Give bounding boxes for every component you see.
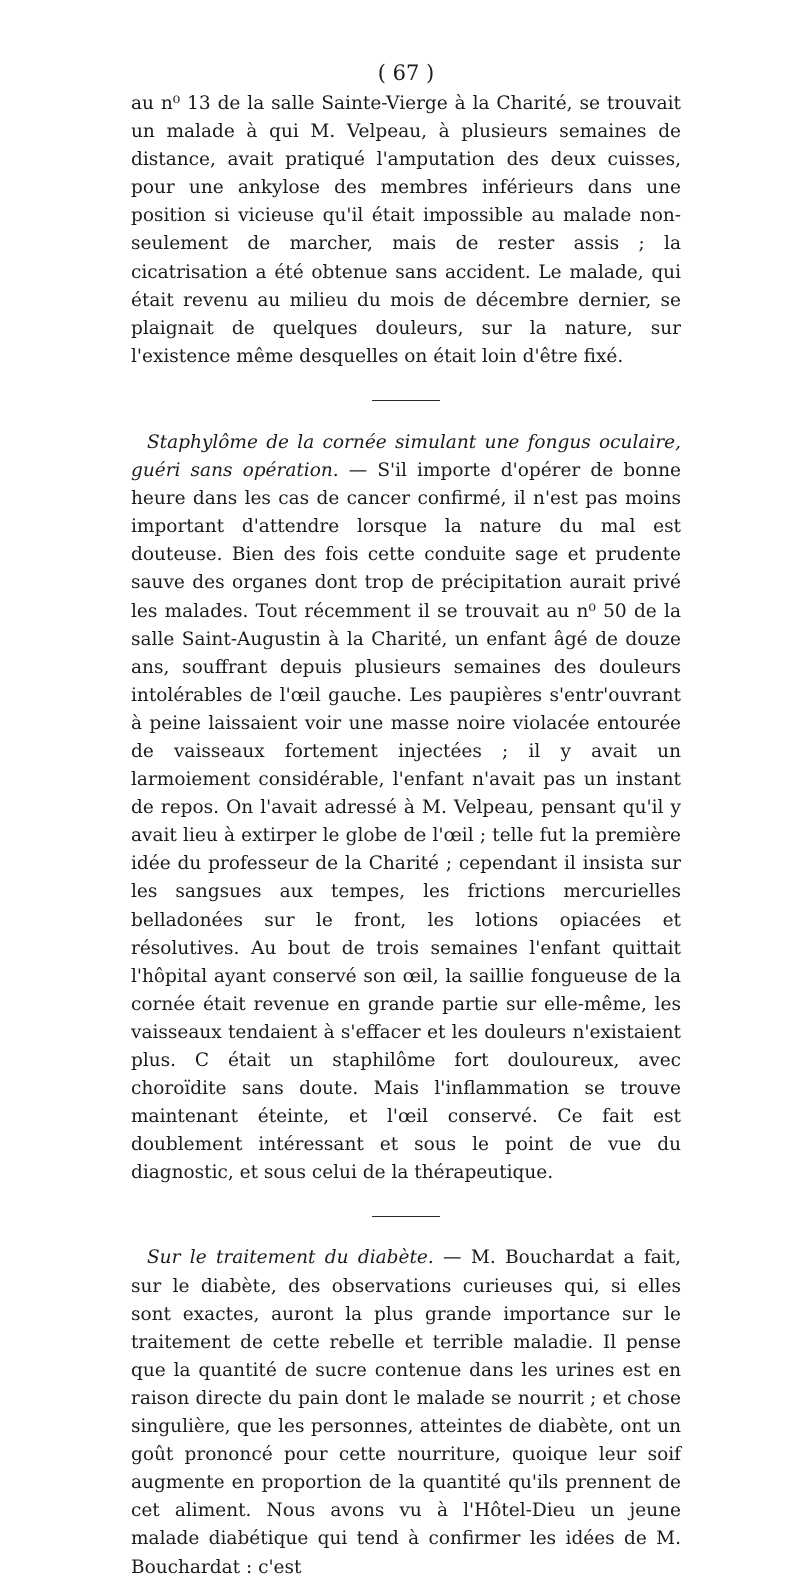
section-staphylome xyxy=(131,429,681,1188)
section-body-staphylome: — S'il importe d'opérer de bonne heure dans les cas de cancer confirmé, il n'est pas moins important d'attendre lorsque la nature du mal est douteuse. Bien des fois cette conduite sage et prudente sauve des organes dont trop de précipitation aurait privé les malades. Tout récemment il se trouvait au n⁰ 50 de la salle Saint-Augustin à la Charité, un enfant âgé de douze ans, souffrant depuis plusieurs semaines des douleurs intolérables de l'œil gauche. Les paupières s'entr'ouvrant à peine laissaient voir une masse noire violacée entourée de vaisseaux fortement injectées ; il y avait un larmoiement considérable, l'enfant n'avait pas un instant de repos. On l'avait adressé à M. Velpeau, pensant qu'il y avait lieu à extirper le globe de l'œil ; telle fut la première idée du professeur de la Charité ; cependant il insista sur les sangsues aux tempes, les frictions mercurielles belladonées sur le front, les lotions opiacées et résolutives. Au bout de trois semaines l'enfant quittait l'hôpital ayant conservé son œil, la saillie fongueuse de la cornée était revenue en grande partie sur elle-même, les vaisseaux tendaient à s'effacer et les douleurs n'existaient plus. C était un staphilôme fort douloureux, avec choroïdite sans doute. Mais l'inflammation se trouve maintenant éteinte, et l'œil conservé. Ce fait est doublement intéressant et sous le point de vue du diagnostic, et sous celui de la thérapeutique. xyxy=(131,460,681,1184)
section-divider xyxy=(372,1216,440,1217)
section-title-staphylome: Staphylôme de la cornée simulant une fongus oculaire, guéri sans opération. xyxy=(131,431,681,482)
section-divider xyxy=(372,400,440,401)
section-title-diabete: Sur le traitement du diabète. xyxy=(147,1247,434,1269)
paragraph-continuation: au n⁰ 13 de la salle Sainte-Vierge à la Charité, se trouvait un malade à qui M. Velpeau, à plusieurs semaines de distance, avait pratiqué l'amputation des deux cuisses, pour une ankylose des membres inférieurs dans une position si vicieuse qu'il était impossible au malade non-seulement de marcher, mais de rester assis ; la cicatrisation a été obtenue sans accident. Le malade, qui était revenu au milieu du mois de décembre dernier, se plaignait de quelques douleurs, sur la nature, sur l'existence même desquelles on était loin d'être fixé. xyxy=(131,93,681,367)
section-body-diabete: — M. Bouchardat a fait, sur le diabète, des observations curieuses qui, si elles sont exactes, auront la plus grande importance sur le traitement de cette rebelle et terrible maladie. Il pense que la quantité de sucre contenue dans les urines est en raison directe du pain dont le malade se nourrit ; et chose singulière, que les personnes, atteintes de diabète, ont un goût prononcé pour cette nourriture, quoique leur soif augmente en proportion de la quantité qu'ils prennent de cet aliment. Nous avons vu à l'Hôtel-Dieu un jeune malade diabétique qui tend à confirmer les idées de M. Bouchardat : c'est xyxy=(131,1247,681,1578)
section-diabete xyxy=(131,1244,681,1581)
document-page xyxy=(131,58,681,1582)
page-number: ( 67 ) xyxy=(377,61,435,85)
